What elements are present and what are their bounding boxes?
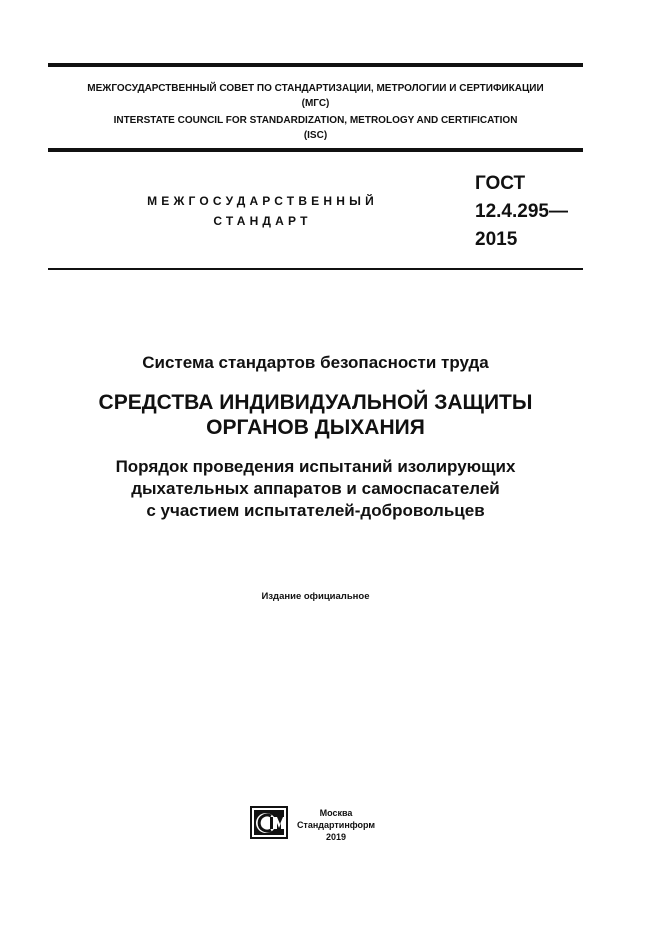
publisher-name: Стандартинформ (296, 820, 376, 830)
middle-rule (48, 148, 583, 152)
council-ru-name: МЕЖГОСУДАРСТВЕННЫЙ СОВЕТ ПО СТАНДАРТИЗАЦИИ, МЕТРОЛОГИИ И СЕРТИФИКАЦИИ (87, 83, 544, 94)
subtitle-line2: дыхательных аппаратов и самоспасателей (131, 479, 500, 498)
standartinform-logo-icon (250, 806, 288, 839)
series-title: Система стандартов безопасности труда (142, 353, 489, 372)
gost-number: 12.4.295— (475, 201, 568, 222)
publisher-year: 2019 (325, 832, 347, 842)
standard-type (130, 191, 395, 231)
council-en-abbr: (ISC) (303, 130, 328, 141)
council-en-name: INTERSTATE COUNCIL FOR STANDARDIZATION, METROLOGY AND CERTIFICATION (113, 115, 518, 126)
main-title (48, 390, 583, 440)
gost-year: 2015 (475, 229, 518, 250)
council-ru-abbr: (МГС) (301, 98, 330, 109)
edition-note: Издание официальное (261, 591, 370, 602)
publisher-info (296, 807, 376, 843)
top-rule (48, 63, 583, 67)
subtitle-line3: с участием испытателей-добровольцев (146, 501, 485, 520)
council-ru (48, 81, 583, 111)
publisher-city: Москва (319, 808, 353, 818)
standard-type-line2: СТАНДАРТ (213, 214, 312, 228)
subtitle (48, 456, 583, 522)
standard-type-line1: МЕЖГОСУДАРСТВЕННЫЙ (147, 194, 378, 208)
subtitle-line1: Порядок проведения испытаний изолирующих (115, 457, 516, 476)
main-title-line1: СРЕДСТВА ИНДИВИДУАЛЬНОЙ ЗАЩИТЫ (98, 391, 533, 414)
lower-rule (48, 268, 583, 270)
main-title-line2: ОРГАНОВ ДЫХАНИЯ (206, 416, 425, 439)
gost-prefix: ГОСТ (475, 173, 526, 194)
council-en (48, 113, 583, 143)
gost-designation (475, 170, 568, 254)
